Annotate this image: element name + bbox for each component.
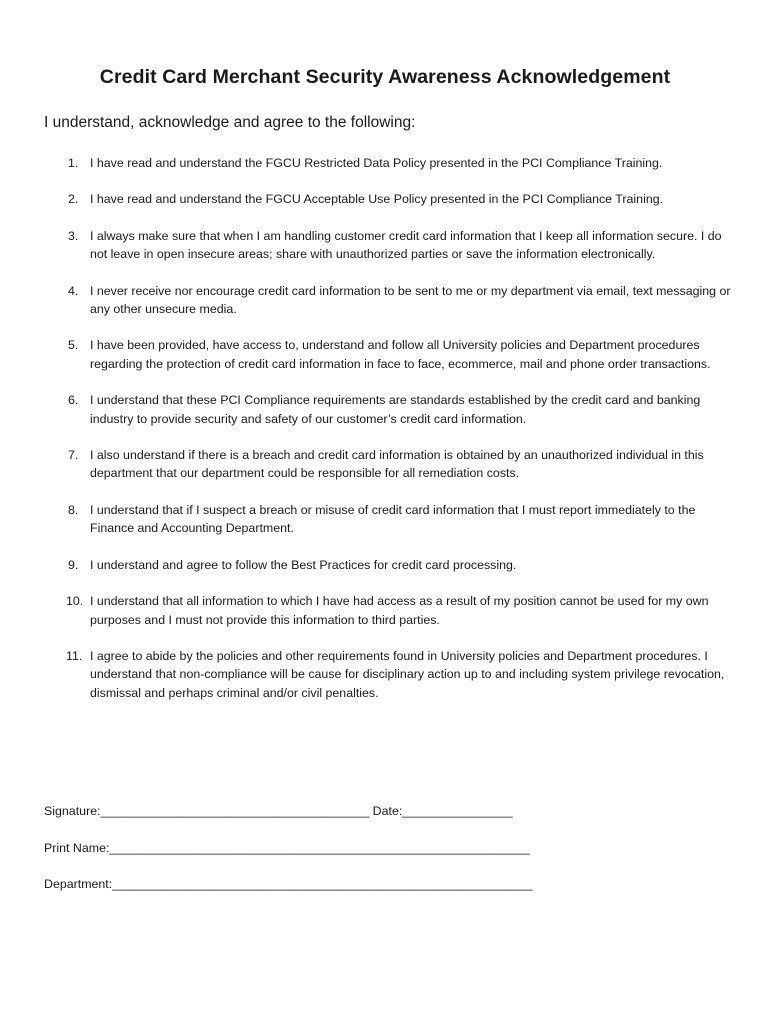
document-title: Credit Card Merchant Security Awareness Acknowledgement: [99, 66, 671, 88]
item-number: 5.: [68, 338, 79, 353]
department-line[interactable]: Department:_____________________________________________________________: [44, 877, 533, 891]
signature-date-line[interactable]: Signature:_______________________________________ Date:________________: [44, 804, 513, 818]
item-text: I have read and understand the FGCU Acceptable Use Policy presented in the PCI Compliance Training.: [90, 192, 664, 207]
list-item: [44, 282, 734, 319]
list-item: [44, 190, 734, 208]
list-item: [44, 391, 734, 428]
item-text: I understand that all information to which I have had access as a result of my position cannot be used for my own purposes and I must not provide this information to third parties.: [90, 594, 709, 627]
item-number: 4.: [68, 283, 79, 298]
item-number: 7.: [68, 448, 79, 463]
item-number: 9.: [68, 557, 79, 572]
item-text: I also understand if there is a breach and credit card information is obtained by an unauthorized individual in this department that our department could be responsible for all remediation costs.: [90, 448, 704, 481]
item-number: 10.: [66, 594, 84, 609]
acknowledgement-list: [44, 154, 734, 720]
print-name-line[interactable]: Print Name:_____________________________________________________________: [44, 841, 530, 855]
item-text: I have read and understand the FGCU Restricted Data Policy presented in the PCI Compliance Training.: [90, 156, 663, 170]
list-item: [44, 556, 734, 574]
item-number: 6.: [68, 393, 79, 408]
item-text: I always make sure that when I am handling customer credit card information that I keep all information secure. I do not leave in open insecure areas; share with unauthorized parties or save the information electronically.: [90, 228, 722, 262]
list-item: [44, 154, 734, 172]
item-number: 8.: [68, 502, 79, 517]
list-item: [44, 336, 734, 373]
intro-text: I understand, acknowledge and agree to the following:: [44, 114, 416, 131]
item-text: I agree to abide by the policies and other requirements found in University policies and Department procedures. I understand that non-compliance will be cause for disciplinary action up to and including system privilege revocation, dismissal and perhaps criminal and/or civil penalties.: [90, 648, 725, 700]
item-text: I have been provided, have access to, understand and follow all University policies and Department procedures regarding the protection of credit card information in face to face, ecommerce, mail and phone order transactions.: [90, 338, 711, 371]
list-item: [44, 227, 734, 264]
item-text: I understand and agree to follow the Best Practices for credit card processing.: [90, 557, 517, 572]
list-item: [44, 501, 734, 538]
item-text: I understand that these PCI Compliance requirements are standards established by the credit card and banking industry to provide security and safety of our customer’s credit card information.: [90, 393, 701, 426]
item-number: 2.: [68, 192, 79, 207]
list-item: [44, 446, 734, 483]
item-text: I never receive nor encourage credit card information to be sent to me or my department via email, text messaging or any other unsecure media.: [90, 283, 731, 317]
list-item: [44, 647, 734, 702]
item-text: I understand that if I suspect a breach or misuse of credit card information that I must report immediately to the Finance and Accounting Department.: [90, 502, 696, 536]
list-item: [44, 592, 734, 629]
item-number: 1.: [68, 156, 79, 170]
item-number: 3.: [68, 228, 79, 243]
item-number: 11.: [66, 648, 83, 663]
